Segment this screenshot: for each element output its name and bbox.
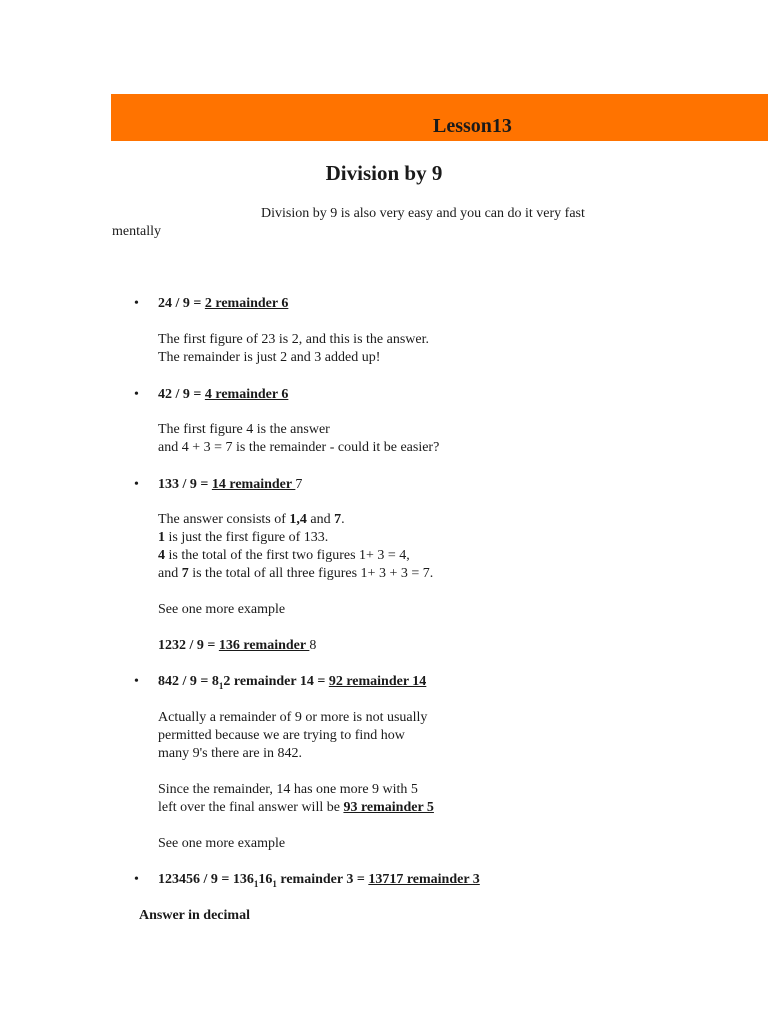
see-more-example-1: See one more example <box>158 602 286 617</box>
example-1-line-2: The remainder is just 2 and 3 added up! <box>158 350 381 365</box>
bullet-icon: • <box>134 477 139 492</box>
bullet-icon: • <box>134 674 139 689</box>
example-5-heading: $123456 / 9 = 136_116_1$ remainder 3 = 13717 remainder 3 <box>158 872 480 889</box>
example-2-line-1: The first figure 4 is the answer <box>158 422 330 437</box>
extra-example-1232: 1232 / 9 = 136 remainder 8 <box>158 638 317 653</box>
example-3-line-1: The answer consists of 1,4 and 7. <box>158 512 345 527</box>
example-3-line-4: and 7 is the total of all three figures 1+ 3 + 3 = 7. <box>158 566 434 581</box>
example-3-line-3: 4 is the total of the first two figures 1+ 3 = 4, <box>158 548 410 563</box>
example-3-heading: 133 / 9 = 14 remainder 7 <box>158 477 303 492</box>
example-4-line-4: Since the remainder, 14 has one more 9 with 5 <box>158 782 418 797</box>
example-4-line-3: many 9's there are in 842. <box>158 746 303 761</box>
example-4-line-5: left over the final answer will be 93 remainder 5 <box>158 800 434 815</box>
example-4-heading: $842 / 9 = 8_12$ remainder 14 = 92 remainder 14 <box>158 674 427 691</box>
answer-in-decimal-heading: Answer in decimal <box>139 908 250 923</box>
example-1-line-1: The first figure of 23 is 2, and this is the answer. <box>158 332 430 347</box>
bullet-icon: • <box>134 296 139 311</box>
lesson-title: Lesson13 <box>433 115 512 137</box>
intro-text-line2: mentally <box>112 224 161 239</box>
intro-text-line1: Division by 9 is also very easy and you can do it very fast <box>261 206 585 221</box>
example-3-line-2: 1 is just the first figure of 133. <box>158 530 329 545</box>
example-2-heading: 42 / 9 = 4 remainder 6 <box>158 387 289 402</box>
bullet-icon: • <box>134 872 139 887</box>
example-1-heading: 24 / 9 = 2 remainder 6 <box>158 296 289 311</box>
example-4-line-1: Actually a remainder of 9 or more is not usually <box>158 710 428 725</box>
example-4-line-2: permitted because we are trying to find how <box>158 728 405 743</box>
see-more-example-2: See one more example <box>158 836 286 851</box>
page-title: Division by 9 <box>325 161 443 185</box>
bullet-icon: • <box>134 387 139 402</box>
example-2-line-2: and 4 + 3 = 7 is the remainder - could it be easier? <box>158 440 440 455</box>
